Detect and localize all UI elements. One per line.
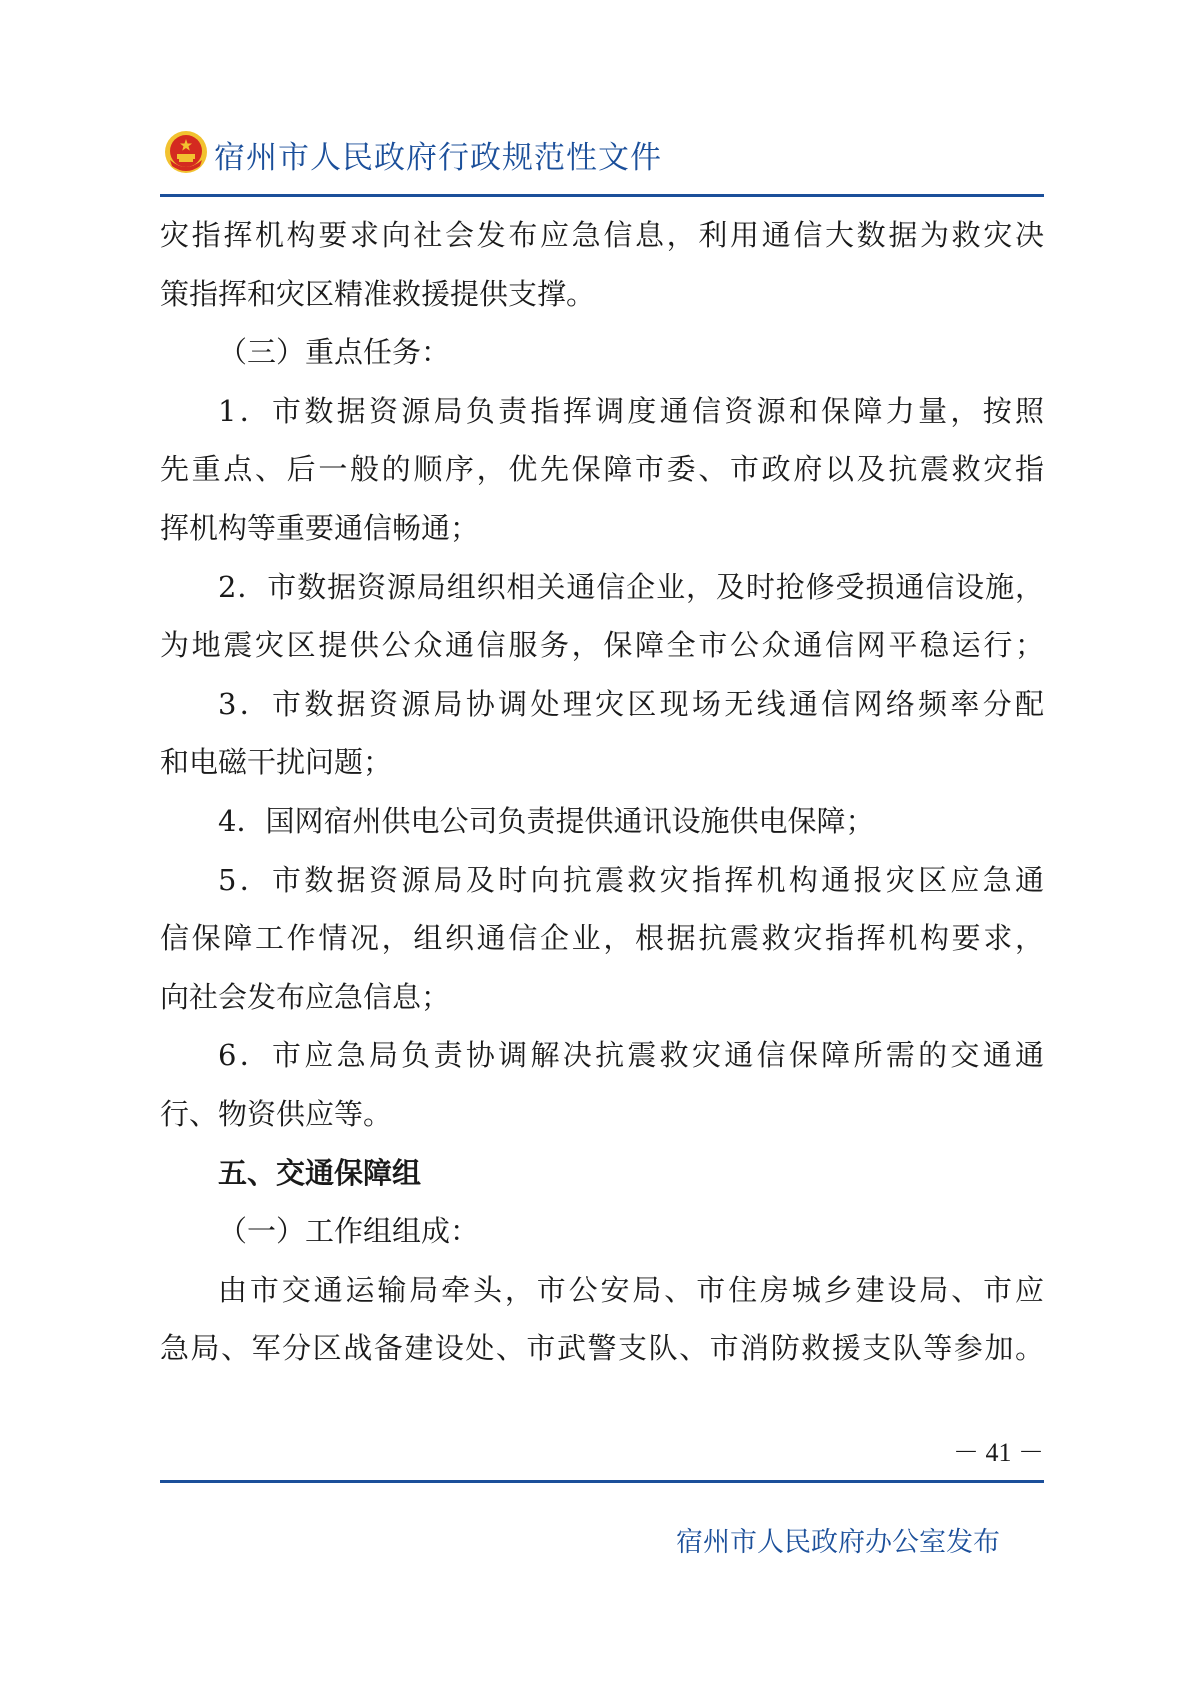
body-line: 由市交通运输局牵头，市公安局、市住房城乡建设局、市应 xyxy=(218,1272,1044,1307)
body-line: 向社会发布应急信息； xyxy=(160,979,451,1014)
body-line: 策指挥和灾区精准救援提供支撑。 xyxy=(160,276,596,311)
body-line: 挥机构等重要通信畅通； xyxy=(160,510,480,545)
body-line: 灾指挥机构要求向社会发布应急信息，利用通信大数据为救灾决 xyxy=(160,218,1044,252)
section-heading: （一）工作组组成： xyxy=(218,1214,480,1249)
body-line: 5．市数据资源局及时向抗震救灾指挥机构通报灾区应急通 xyxy=(218,862,1044,897)
header-title: 宿州市人民政府行政规范性文件 xyxy=(214,140,662,176)
body-line: 6．市应急局负责协调解决抗震救灾通信保障所需的交通通 xyxy=(218,1038,1044,1073)
national-emblem-icon xyxy=(164,130,208,174)
body-line: 1．市数据资源局负责指挥调度通信资源和保障力量，按照 xyxy=(218,393,1044,428)
body-line: 3．市数据资源局协调处理灾区现场无线通信网络频率分配 xyxy=(218,686,1044,721)
section-title: 五、交通保障组 xyxy=(218,1155,422,1190)
page-number: － 41 － xyxy=(952,1438,1044,1467)
body-line: 先重点、后一般的顺序，优先保障市委、市政府以及抗震救灾指 xyxy=(160,452,1044,487)
footer-publisher: 宿州市人民政府办公室发布 xyxy=(676,1527,1000,1558)
body-line: 行、物资供应等。 xyxy=(160,1096,393,1131)
body-line: 4．国网宿州供电公司负责提供通讯设施供电保障； xyxy=(218,803,875,838)
document-body xyxy=(160,206,1044,1378)
footer-rule xyxy=(160,1480,1044,1483)
header-rule xyxy=(160,194,1044,197)
body-line: 2．市数据资源局组织相关通信企业，及时抢修受损通信设施， xyxy=(218,569,1044,604)
body-line: 信保障工作情况，组织通信企业，根据抗震救灾指挥机构要求， xyxy=(160,921,1044,956)
body-line: 为地震灾区提供公众通信服务，保障全市公众通信网平稳运行； xyxy=(160,628,1044,663)
section-heading: （三）重点任务： xyxy=(218,335,451,370)
body-line: 急局、军分区战备建设处、市武警支队、市消防救援支队等参加。 xyxy=(160,1331,1044,1366)
body-line: 和电磁干扰问题； xyxy=(160,745,393,780)
document-header xyxy=(160,128,1044,188)
